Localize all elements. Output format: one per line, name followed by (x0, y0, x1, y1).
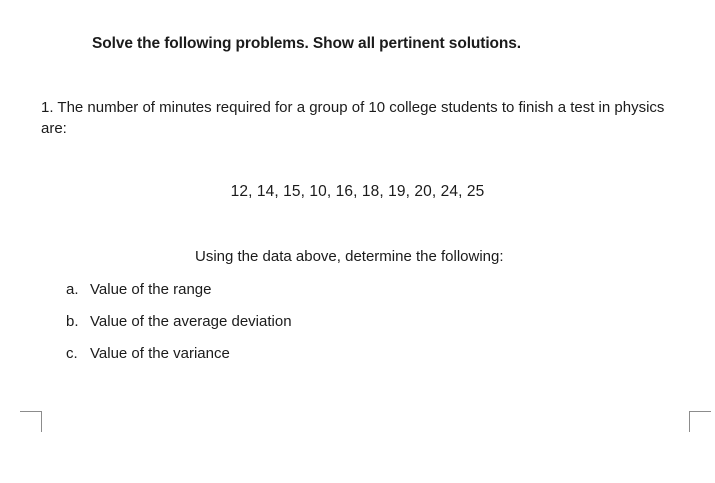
sub-question-text: Value of the range (90, 281, 212, 298)
sub-question-c (66, 345, 292, 377)
sub-question-text: Value of the average deviation (90, 313, 292, 330)
list-marker: b. (66, 313, 79, 330)
sub-question-a (66, 281, 292, 313)
sub-question-text: Value of the variance (90, 345, 230, 362)
problem-statement: 1. The number of minutes required for a group of 10 college students to finish a test in physics are: (41, 99, 665, 137)
page-heading: Solve the following problems. Show all pertinent solutions. (92, 35, 521, 52)
data-values: 12, 14, 15, 10, 16, 18, 19, 20, 24, 25 (230, 183, 485, 200)
sub-question-list (66, 281, 292, 377)
list-marker: a. (66, 281, 79, 298)
page-corner-mark-right (689, 411, 711, 432)
page-corner-mark-left (20, 411, 42, 432)
sub-question-b (66, 313, 292, 345)
instruction-text: Using the data above, determine the following: (195, 248, 504, 265)
list-marker: c. (66, 345, 78, 362)
